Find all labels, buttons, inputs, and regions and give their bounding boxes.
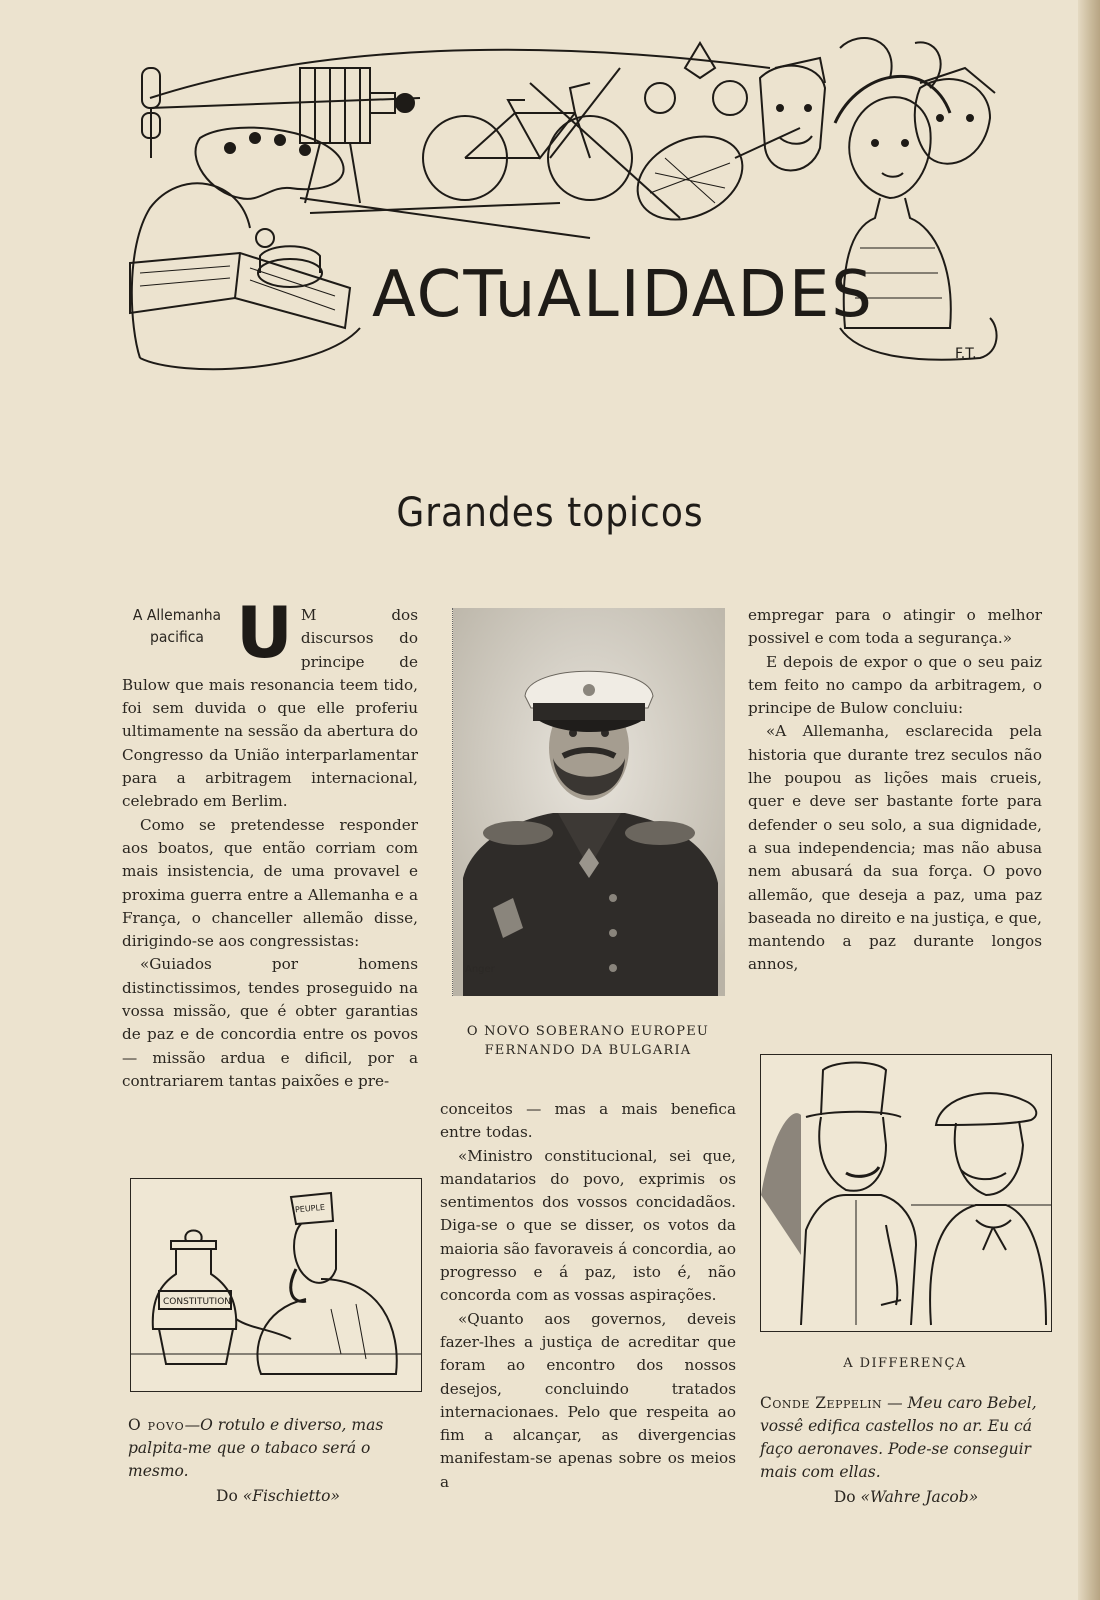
paragraph: E depois de expor o que o seu paiz tem feito no campo da arbitragem, o principe de Bulow concluiu: — [748, 652, 1042, 718]
portrait-caption — [440, 1022, 736, 1060]
paragraph: conceitos — mas a mais benefica entre todas. — [440, 1100, 736, 1142]
source-name: «Wahre Jacob» — [860, 1488, 979, 1506]
portrait-photo — [453, 608, 725, 996]
telegraph-wire — [150, 50, 770, 98]
article-title: Grandes topicos — [396, 490, 704, 536]
article-column-2 — [440, 1098, 736, 1494]
fez-label: PEUPLE — [294, 1202, 326, 1215]
article-column-1 — [122, 592, 418, 1093]
cartoon-constitution-drawing — [131, 1179, 421, 1391]
inkwell-icon — [256, 229, 322, 287]
paragraph: «Guiados por homens distinctissimos, tendes proseguido na vossa missão, que é obter garantias de paz e de concordia entre os povos — missão ardua e dificil, por a contrariarem tantas paixões e pre- — [122, 955, 418, 1090]
page-edge — [1078, 0, 1100, 1600]
dropcap: U — [236, 592, 293, 674]
paragraph: «A Allemanha, esclarecida pela historia que durante trez seculos não lhe poupou as lições mais crueis, quer e deve ser bastante forte para defender o seu solo, a sua dignidade, a sua independencia; mas não abusa nem abusará da sua força. O povo allemão, que deseja a paz, uma paz baseada no direito e na justiça, e que, mantendo a paz durante longos annos, — [748, 722, 1042, 974]
masks-icon — [760, 58, 995, 171]
bicycle-icon — [423, 83, 632, 200]
caption-quote: — Meu caro Bebel, vossê edifica castellos no ar. Eu cá faço aeronaves. Pode-se conseguir mais com ellas. — [760, 1394, 1037, 1481]
portrait-caption-line1: O NOVO SOBERANO EUROPEU — [466, 1024, 710, 1039]
insulator-icon — [142, 68, 160, 108]
caption-source — [128, 1485, 428, 1508]
caption-lead: O povo — [128, 1416, 185, 1434]
section-title: ACTuALIDADES — [372, 258, 874, 332]
paragraph: Como se pretendesse responder aos boatos, que então corriam com mais insistencia, de uma provavel e proxima guerra entre a Allemanha e a França, o chanceller allemão disse, dirigindo-se aos congressistas: — [122, 815, 418, 951]
sidehead: A Allemanha pacifica — [132, 606, 222, 646]
jar-label: CONSTITUTION — [163, 1297, 232, 1307]
caption-quote: —O rotulo e diverso, mas palpita-me que o tabaco será o mesmo. — [128, 1416, 384, 1480]
article-column-3 — [748, 604, 1042, 977]
paragraph: empregar para o atingir o melhor possivel e com toda a segurança.» — [748, 606, 1042, 648]
palette-icon — [196, 128, 344, 199]
header-frame-curve — [132, 183, 250, 358]
cartoon-constitution-caption — [128, 1414, 428, 1508]
ball-icon — [645, 83, 675, 113]
paragraph: M dos discursos do principe de Bulow que mais resonancia teem tido, foi sem duvida o que elle proferiu ultimamente na sessão da abertura do Congresso da União interparlamentar para a arbitragem internacional, celebrado em Berlim. — [122, 606, 418, 811]
cartoon-difference-title: A DIFFERENÇA — [843, 1356, 967, 1371]
header-illustration — [120, 28, 1020, 388]
portrait-frame — [452, 608, 725, 996]
paragraph: «Quanto aos governos, deveis fazer-lhes a justiça de acreditar que foram ao encontro dos nossos desejos, concluindo tratados internacionaes. Pelo que respeita ao fim a alcançar, as divergencias manifestam-se apenas sobre os meios a — [440, 1309, 736, 1491]
cartoon-difference — [760, 1054, 1052, 1332]
cartoon-difference-caption — [760, 1392, 1052, 1509]
artist-mark: F.T. — [955, 346, 977, 362]
photographer-mark: Anger — [465, 964, 495, 975]
portrait-caption-line2: FERNANDO DA BULGARIA — [484, 1043, 692, 1058]
source-name: «Fischietto» — [242, 1487, 340, 1505]
tennis-racket-icon — [624, 120, 800, 235]
source-prefix: Do — [833, 1488, 861, 1506]
caption-source — [760, 1486, 1052, 1509]
source-prefix: Do — [216, 1487, 243, 1505]
caption-lead: Conde Zeppelin — [760, 1394, 883, 1412]
cartoon-constitution — [130, 1178, 422, 1392]
paragraph: «Ministro constitucional, sei que, mandatarios do povo, exprimis os sentimentos dos vossos concidadãos. Diga-se o que se disser, os votos da maioria são favoraveis á concordia, ao progresso e á paz, isto é, não concorda com as vossas aspirações. — [440, 1146, 736, 1305]
header-frame-curve-bottom — [140, 328, 360, 369]
cartoon-difference-drawing — [761, 1055, 1051, 1331]
camera-icon — [300, 68, 414, 203]
